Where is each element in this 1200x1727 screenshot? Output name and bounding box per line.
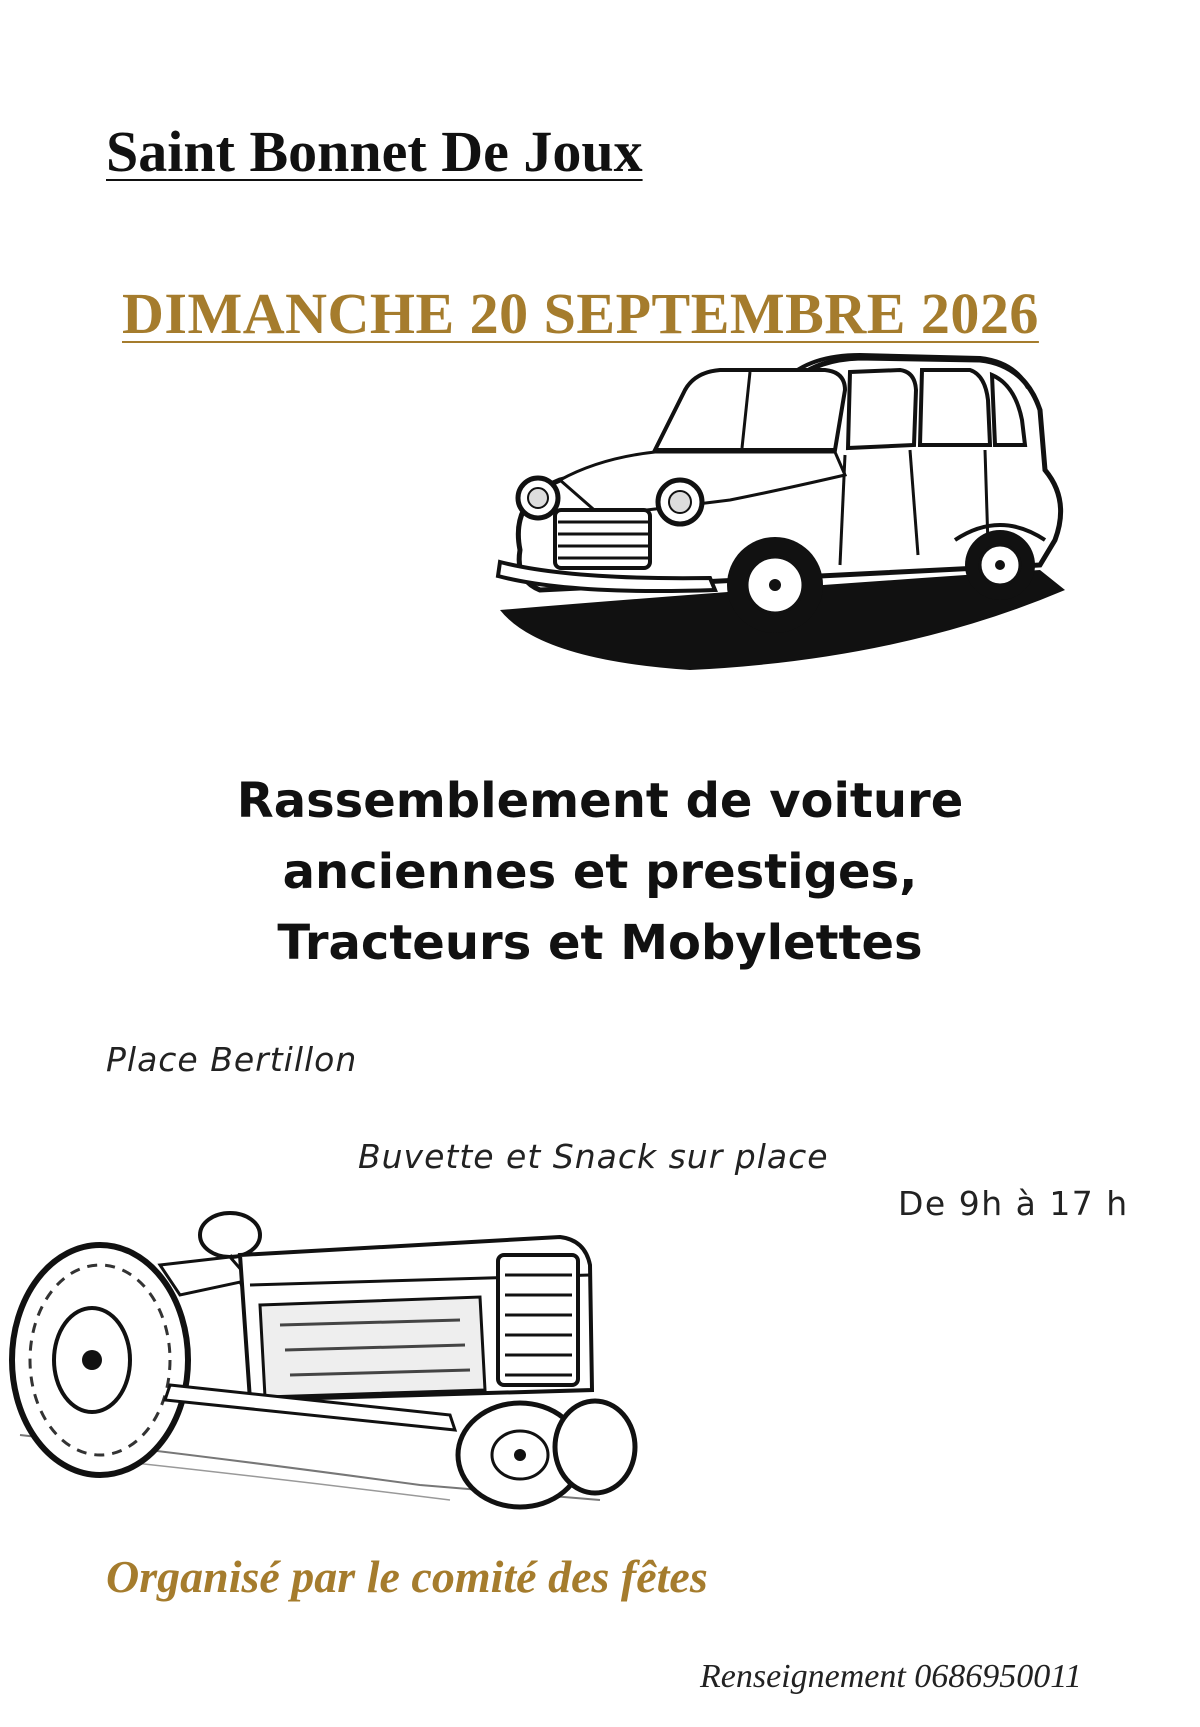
refreshments-note: Buvette et Snack sur place (358, 1137, 829, 1176)
organizer-credit: Organisé par le comité des fêtes (106, 1551, 708, 1602)
headline-line-3: Tracteurs et Mobylettes (277, 915, 923, 971)
event-headline (150, 766, 1050, 979)
vintage-tractor-illustration (0, 1185, 650, 1525)
headline-line-2: anciennes et prestiges, (282, 844, 918, 900)
contact-info: Renseignement 0686950011 (700, 1658, 1082, 1695)
headline-line-1: Rassemblement de voiture (236, 773, 964, 829)
event-hours: De 9h à 17 h (898, 1184, 1129, 1223)
event-location: Place Bertillon (106, 1040, 358, 1079)
event-date: DIMANCHE 20 SEPTEMBRE 2026 (122, 281, 1039, 346)
vintage-car-illustration (480, 340, 1080, 700)
town-title: Saint Bonnet De Joux (106, 119, 643, 184)
